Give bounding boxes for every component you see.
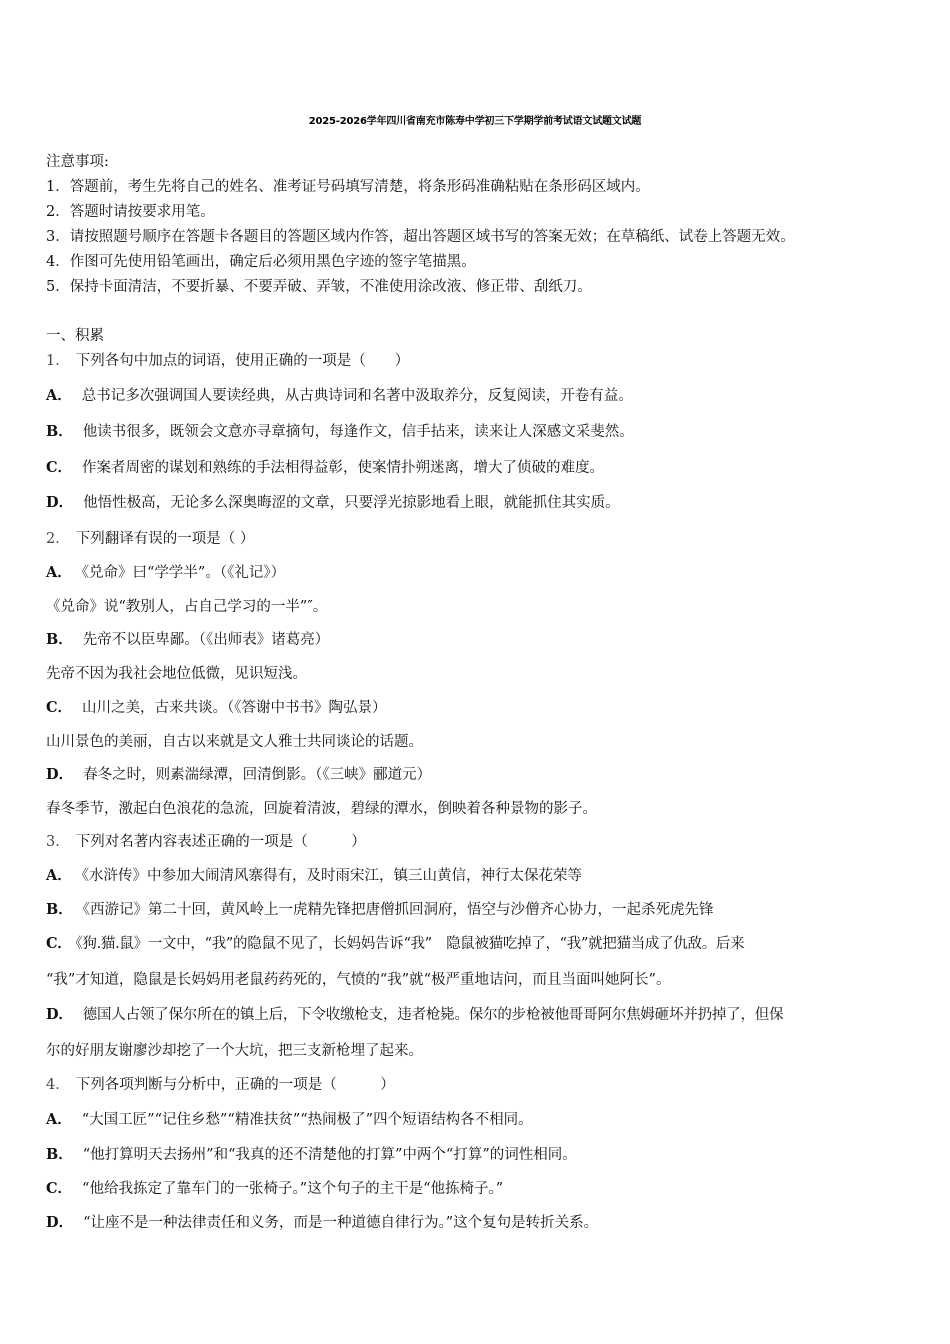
option-label: C． <box>46 459 73 476</box>
question-4 <box>46 1075 395 1095</box>
q2-translation-a: 《兑命》说“教别人，占自己学习的一半”″。 <box>46 599 328 615</box>
question-stem: 下列对名著内容表述正确的一项是（ ） <box>75 834 366 850</box>
option-text: 《水浒传》中参加大闹清风寨得有，及时雨宋江，镇三山黄信，神行太保花荣等 <box>81 868 583 884</box>
q3-option-c <box>46 934 744 954</box>
question-number: 1． <box>46 353 70 369</box>
page-title: 2025-2026学年四川省南充市陈寿中学初三下学期学前考试语文试题文试题 <box>308 116 642 127</box>
notice-item: 3．请按照题号顺序在答题卡各题目的答题区域内作答，超出答题区域书写的答案无效；在草稿纸、试卷上答题无效。 <box>46 229 795 245</box>
question-1 <box>46 351 409 371</box>
question-number: 3． <box>46 834 70 850</box>
notice-item: 2．答题时请按要求用笔。 <box>46 204 215 220</box>
option-label: B． <box>46 631 73 648</box>
question-3 <box>46 832 366 852</box>
q4-option-c <box>46 1179 503 1199</box>
question-2 <box>46 529 254 549</box>
q2-translation-d: 春冬季节，激起白色浪花的急流，回旋着清波，碧绿的潭水，倒映着各种景物的影子。 <box>46 801 597 817</box>
option-text: 德国人占领了保尔所在的镇上后，下令收缴枪支，违者枪毙。保尔的步枪被他哥哥阿尔焦姆砸坏并扔掉了，但保 <box>82 1007 784 1023</box>
q2-translation-b: 先帝不因为我社会地位低微，见识短浅。 <box>46 666 307 682</box>
option-label: A． <box>46 387 72 404</box>
option-text: 春冬之时，则素湍绿潭，回清倒影。（《三峡》郦道元） <box>83 767 432 783</box>
option-label: A． <box>46 1111 72 1128</box>
q2-option-b <box>46 630 329 650</box>
option-label: B． <box>46 1146 73 1163</box>
option-label: D． <box>46 766 74 783</box>
question-number: 2． <box>46 531 70 547</box>
q4-option-b <box>46 1145 577 1165</box>
q3-option-a <box>46 866 582 886</box>
q4-option-a <box>46 1110 533 1130</box>
option-text: 《狗.猫.鼠》一文中，“我”的隐鼠不见了，长妈妈告诉“我” 隐鼠被猫吃掉了，“我”就把猫当成了仇敌。后来 <box>75 936 745 952</box>
question-number: 4． <box>46 1077 70 1093</box>
q1-option-b <box>46 422 634 442</box>
notice-item: 1．答题前，考生先将自己的姓名、准考证号码填写清楚，将条形码准确粘贴在条形码区域内。 <box>46 179 650 195</box>
option-label: A． <box>46 867 72 884</box>
option-text: 《兑命》曰“学学半”。（《礼记》） <box>81 565 286 581</box>
option-label: A． <box>46 564 72 581</box>
option-text: “他打算明天去扬州”和“我真的还不清楚他的打算”中两个“打算”的词性相同。 <box>82 1147 577 1163</box>
q2-option-c <box>46 698 387 718</box>
q1-option-c <box>46 458 604 478</box>
option-label: D． <box>46 1214 74 1231</box>
q1-option-d <box>46 493 620 513</box>
q4-option-d <box>46 1213 598 1233</box>
option-text: 他悟性极高，无论多么深奥晦涩的文章，只要浮光掠影地看上眼，就能抓住其实质。 <box>83 495 620 511</box>
option-label: B． <box>46 423 73 440</box>
option-label: D． <box>46 1006 73 1023</box>
option-text: “大国工匠”“记住乡愁”“精准扶贫”“热闹极了”四个短语结构各不相同。 <box>81 1112 533 1128</box>
q3-option-c-continued: “我”才知道，隐鼠是长妈妈用老鼠药药死的，气愤的“我”就“极严重地诘问，而且当面叫她阿长”。 <box>46 972 671 988</box>
q2-option-d <box>46 765 431 785</box>
option-text: 先帝不以臣卑鄙。（《出师表》诸葛亮） <box>82 632 330 648</box>
q2-option-a <box>46 563 285 583</box>
question-stem: 下列翻译有误的一项是（ ） <box>75 531 255 547</box>
question-stem: 下列各句中加点的词语，使用正确的一项是（ ） <box>75 353 410 369</box>
question-stem: 下列各项判断与分析中，正确的一项是（ ） <box>75 1077 395 1093</box>
option-text: 《西游记》第二十回，黄风岭上一虎精先锋把唐僧抓回洞府，悟空与沙僧齐心协力，一起杀死虎先锋 <box>82 902 714 918</box>
option-text: “让座不是一种法律责任和义务，而是一种道德自律行为。”这个复句是转折关系。 <box>83 1215 599 1231</box>
notice-item: 5．保持卡面清洁，不要折暴、不要弄破、弄皱，不准使用涂改液、修正带、刮纸刀。 <box>46 279 592 295</box>
q2-translation-c: 山川景色的美丽，自古以来就是文人雅士共同谈论的话题。 <box>46 734 423 750</box>
q3-option-b <box>46 900 714 920</box>
q3-option-d <box>46 1005 783 1025</box>
option-label: C． <box>46 699 73 716</box>
option-text: “他给我拣定了靠车门的一张椅子。”这个句子的主干是“他拣椅子。” <box>82 1181 504 1197</box>
section-heading: 一、积累 <box>46 328 104 344</box>
option-text: 总书记多次强调国人要读经典，从古典诗词和名著中汲取养分，反复阅读，开卷有益。 <box>81 388 633 404</box>
option-label: C． <box>46 1180 73 1197</box>
option-label: D． <box>46 494 74 511</box>
q1-option-a <box>46 386 633 406</box>
option-text: 山川之美，古来共谈。（《答谢中书书》陶弘景） <box>82 700 387 716</box>
q3-option-d-continued: 尔的好朋友谢廖沙却挖了一个大坑，把三支新枪埋了起来。 <box>46 1043 423 1059</box>
option-label: C． <box>46 935 72 952</box>
option-text: 作案者周密的谋划和熟练的手法相得益彰，使案情扑朔迷离，增大了侦破的难度。 <box>82 460 605 476</box>
option-text: 他读书很多，既领会文意亦寻章摘句，每逢作文，信手拈来，读来让人深感文采斐然。 <box>82 424 634 440</box>
option-label: B． <box>46 901 73 918</box>
notice-heading: 注意事项: <box>46 154 109 170</box>
notice-item: 4．作图可先使用铅笔画出，确定后必须用黑色字迹的签字笔描黑。 <box>46 254 476 270</box>
